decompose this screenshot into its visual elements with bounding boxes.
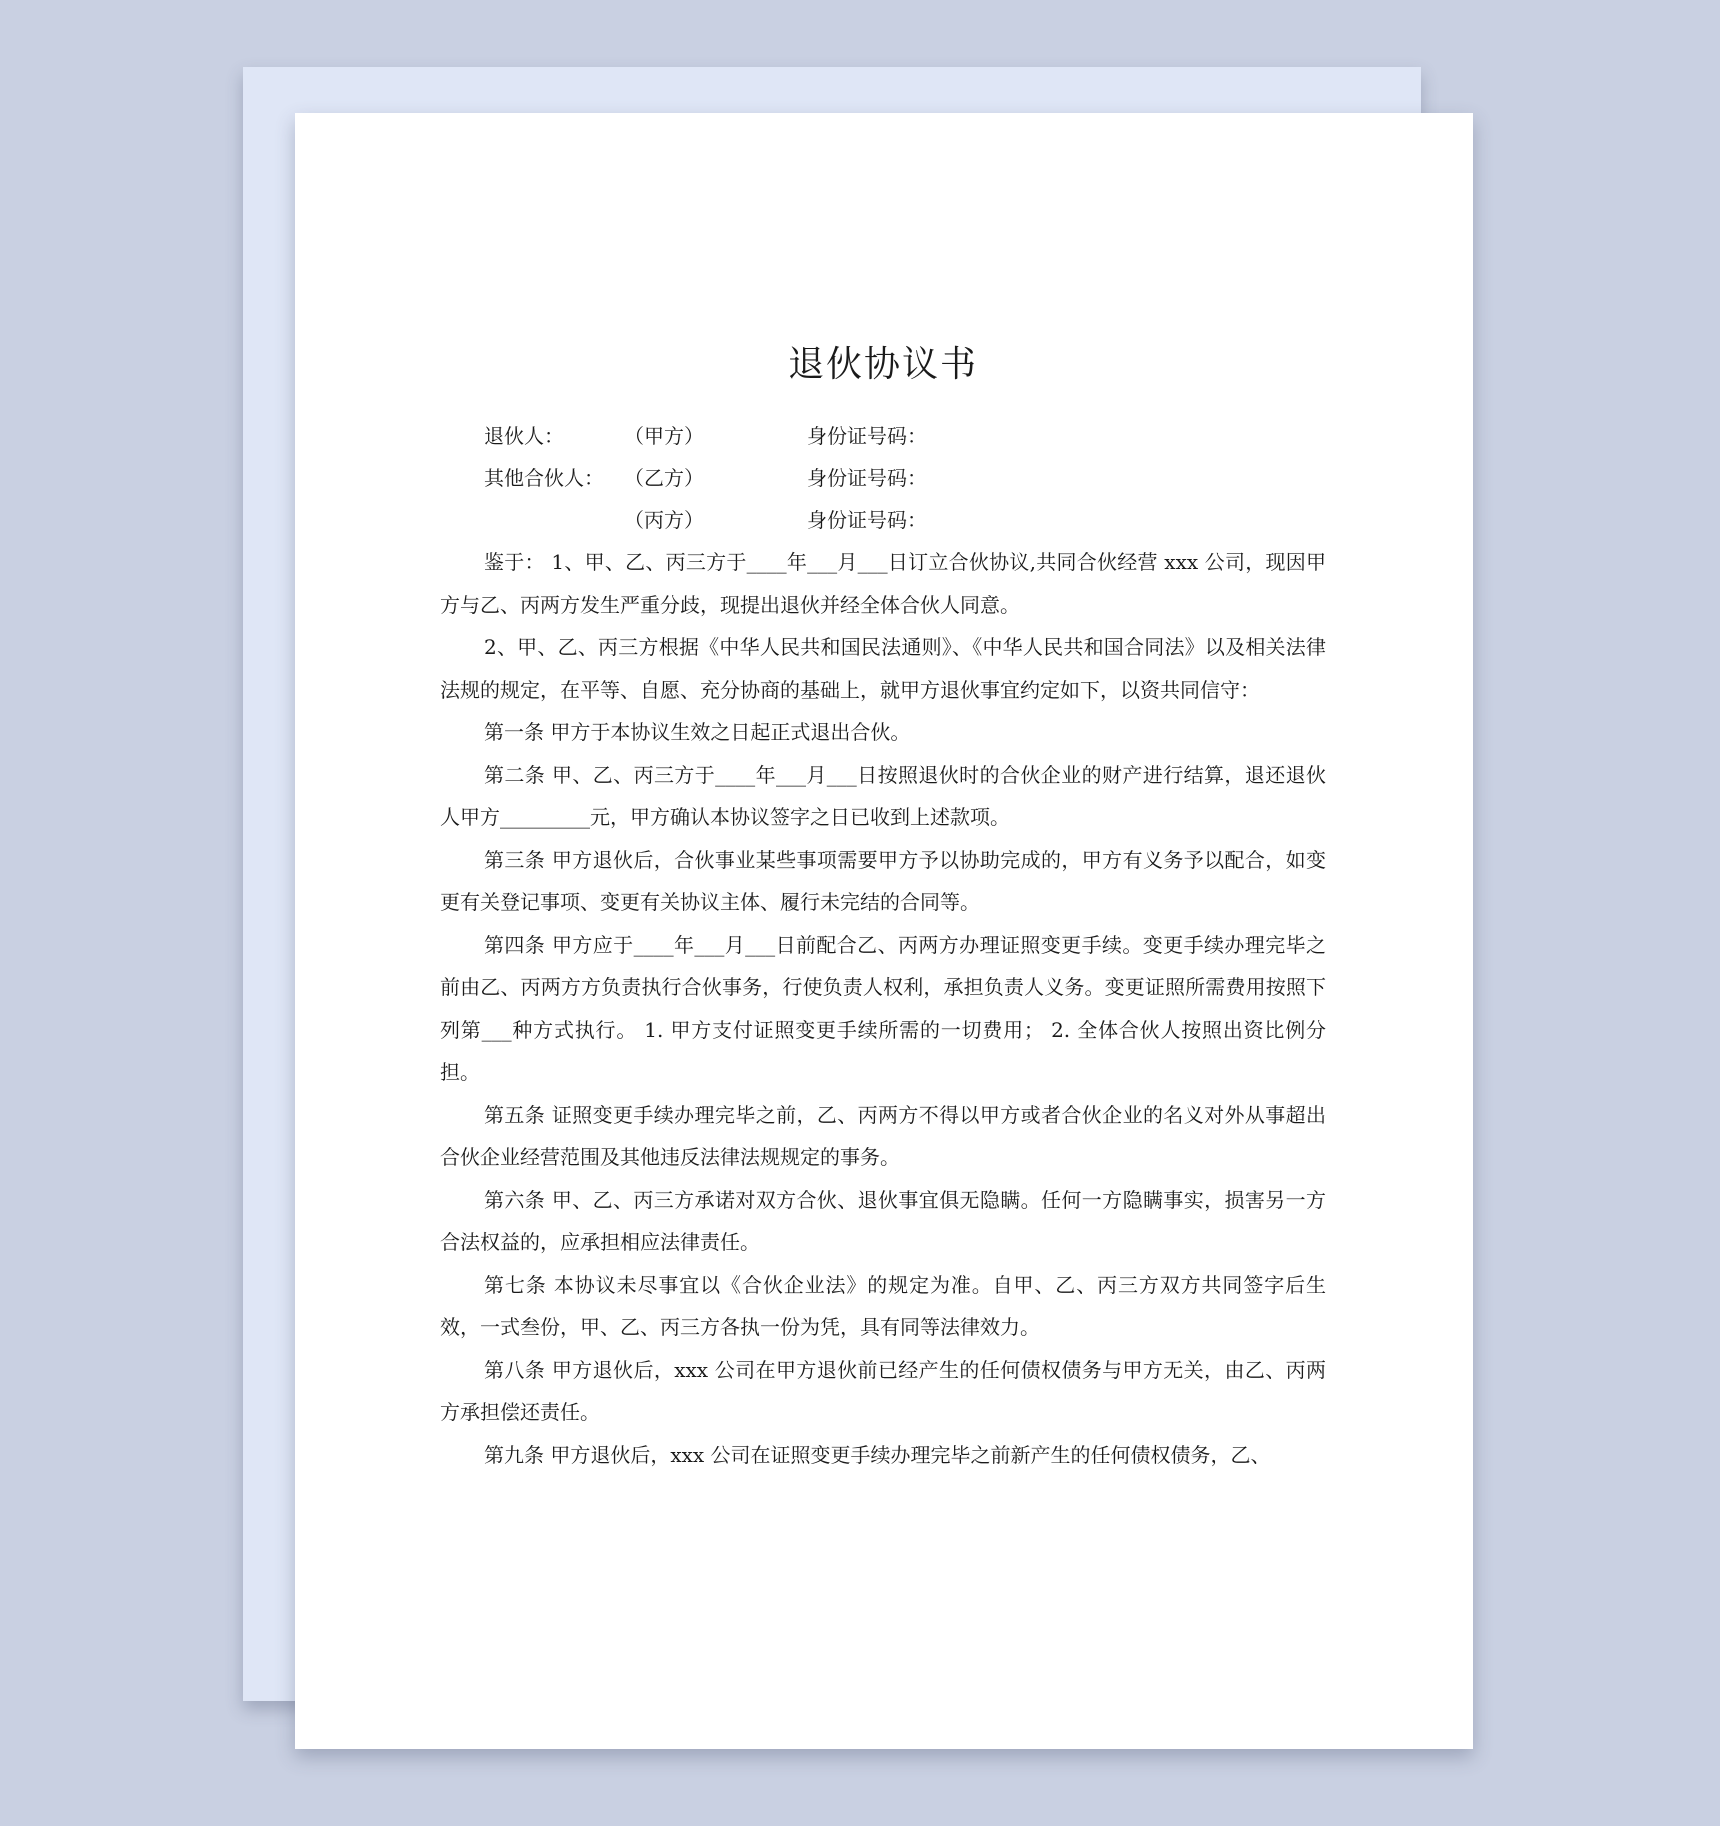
party-row-other-b: [440, 457, 1326, 499]
party-label: [440, 499, 624, 541]
party-role: （乙方）: [624, 466, 704, 490]
paragraph-article-3: 第三条 甲方退伙后，合伙事业某些事项需要甲方予以协助完成的，甲方有义务予以配合，如变更有关登记事项、变更有关协议主体、履行未完结的合同等。: [440, 847, 1326, 914]
paragraph-article-2: 第二条 甲、乙、丙三方于____年___月___日按照退伙时的合伙企业的财产进行结算，退还退伙人甲方_________元，甲方确认本协议签字之日已收到上述款项。: [440, 762, 1326, 829]
paragraph-article-9: 第九条 甲方退伙后，xxx 公司在证照变更手续办理完毕之前新产生的任何债权债务，乙、: [484, 1442, 1271, 1467]
party-role: （丙方）: [624, 508, 704, 532]
id-number-label: 身份证号码：: [807, 466, 927, 490]
paragraph-recital-1: 鉴于： 1、甲、乙、丙三方于____年___月___日订立合伙协议,共同合伙经营 xxx 公司，现因甲方与乙、丙两方发生严重分歧，现提出退伙并经全体合伙人同意。: [440, 550, 1326, 617]
party-row-other-c: [440, 499, 1326, 541]
document-title: 退伙协议书: [787, 344, 978, 385]
paragraph-article-1: 第一条 甲方于本协议生效之日起正式退出合伙。: [484, 720, 911, 744]
id-number-label: 身份证号码：: [807, 508, 927, 532]
paragraph-article-7: 第七条 本协议未尽事宜以《合伙企业法》的规定为准。自甲、乙、丙三方双方共同签字后生效，一式叁份，甲、乙、丙三方各执一份为凭，具有同等法律效力。: [440, 1272, 1326, 1339]
front-page-sheet: [295, 113, 1473, 1749]
document-body: [440, 343, 1326, 1476]
paragraph-recital-2: 2、甲、乙、丙三方根据《中华人民共和国民法通则》、《中华人民共和国合同法》以及相关法律法规的规定，在平等、自愿、充分协商的基础上，就甲方退伙事宜约定如下，以资共同信守：: [440, 635, 1326, 702]
paragraph-article-5: 第五条 证照变更手续办理完毕之前，乙、丙两方不得以甲方或者合伙企业的名义对外从事超出合伙企业经营范围及其他违反法律法规规定的事务。: [440, 1102, 1326, 1169]
party-label: 退伙人：: [484, 424, 564, 448]
party-row-withdrawing: [440, 415, 1326, 457]
party-label: 其他合伙人：: [484, 466, 604, 490]
paragraph-article-8: 第八条 甲方退伙后，xxx 公司在甲方退伙前已经产生的任何债权债务与甲方无关，由乙、丙两方承担偿还责任。: [440, 1357, 1326, 1424]
party-role: （甲方）: [624, 424, 704, 448]
paragraph-article-6: 第六条 甲、乙、丙三方承诺对双方合伙、退伙事宜俱无隐瞒。任何一方隐瞒事实，损害另一方合法权益的，应承担相应法律责任。: [440, 1187, 1326, 1254]
id-number-label: 身份证号码：: [807, 424, 927, 448]
paragraph-article-4: 第四条 甲方应于____年___月___日前配合乙、丙两方办理证照变更手续。变更手续办理完毕之前由乙、丙两方方负责执行合伙事务，行使负责人权利，承担负责人义务。变更证照所需费用按照下列第___种方式执行。 1. 甲方支付证照变更手续所需的一切费用； 2. 全体合伙人按照出资比例分担。: [440, 932, 1326, 1084]
